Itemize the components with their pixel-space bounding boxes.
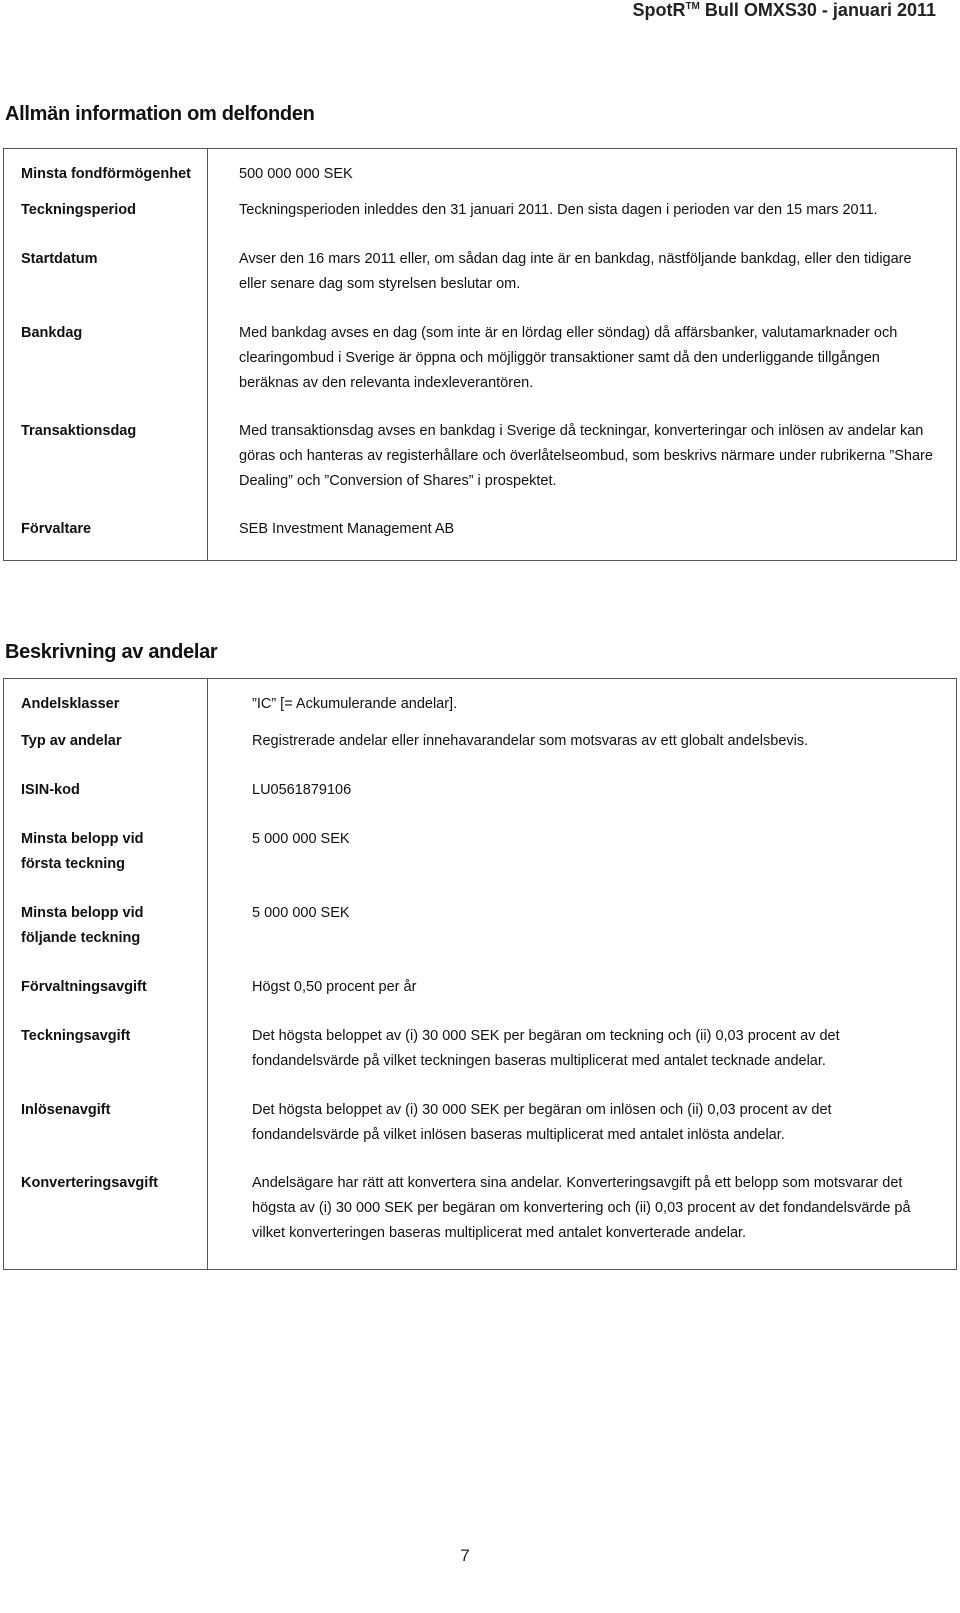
row-value: Andelsägare har rätt att konvertera sina andelar. Konverteringsavgift på ett belopp som motsvarar det högsta av (i) 30 000 SEK per begäran om konvertering och (ii) 0,03 procent av det fondandelsvärde på vilket konverteringen baseras multiplicerat med antalet konverterade andelar. bbox=[208, 1171, 957, 1270]
row-label: ISIN-kod bbox=[4, 778, 208, 827]
header-title-prefix: SpotR bbox=[632, 0, 686, 20]
row-value: Med bankdag avses en dag (som inte är en lördag eller söndag) då affärsbanker, valutamarknader och clearingombud i Sverige är öppna och möjliggör transaktioner samt då den underliggande tillgången beräknas av den relevanta indexleverantören. bbox=[208, 321, 957, 419]
row-value: Högst 0,50 procent per år bbox=[208, 975, 957, 1024]
table-row bbox=[4, 827, 957, 901]
row-label: Förvaltare bbox=[4, 517, 208, 561]
row-label: Teckningsperiod bbox=[4, 198, 208, 247]
row-label: Typ av andelar bbox=[4, 729, 208, 778]
row-value: 5 000 000 SEK bbox=[208, 827, 957, 901]
row-label: Minsta fondförmögenhet bbox=[4, 149, 208, 199]
row-label: Andelsklasser bbox=[4, 679, 208, 730]
row-label: Teckningsavgift bbox=[4, 1024, 208, 1098]
table-row bbox=[4, 778, 957, 827]
row-label: Minsta belopp vid följande teckning bbox=[4, 901, 208, 975]
table-row bbox=[4, 321, 957, 419]
table-row bbox=[4, 901, 957, 975]
row-label: Inlösenavgift bbox=[4, 1098, 208, 1171]
table-row bbox=[4, 517, 957, 561]
table-row bbox=[4, 1098, 957, 1171]
row-value: Teckningsperioden inleddes den 31 januari 2011. Den sista dagen i perioden var den 15 mars 2011. bbox=[208, 198, 957, 247]
row-value: ”IC” [= Ackumulerande andelar]. bbox=[208, 679, 957, 730]
table-row bbox=[4, 729, 957, 778]
row-value: 5 000 000 SEK bbox=[208, 901, 957, 975]
row-value: LU0561879106 bbox=[208, 778, 957, 827]
row-value: Det högsta beloppet av (i) 30 000 SEK per begäran om inlösen och (ii) 0,03 procent av det fondandelsvärde på vilket inlösen baseras multiplicerat med antalet inlösta andelar. bbox=[208, 1098, 957, 1171]
document-header bbox=[632, 0, 936, 21]
table-row bbox=[4, 149, 957, 199]
table-row bbox=[4, 975, 957, 1024]
row-value: 500 000 000 SEK bbox=[208, 149, 957, 199]
share-description-heading: Beskrivning av andelar bbox=[5, 641, 218, 663]
table-row bbox=[4, 419, 957, 517]
row-value: Avser den 16 mars 2011 eller, om sådan dag inte är en bankdag, nästföljande bankdag, eller den tidigare eller senare dag som styrelsen beslutar om. bbox=[208, 247, 957, 321]
table-row bbox=[4, 1171, 957, 1270]
page-number: 7 bbox=[460, 1546, 470, 1565]
row-label: Startdatum bbox=[4, 247, 208, 321]
general-info-table bbox=[3, 148, 957, 561]
table-row bbox=[4, 198, 957, 247]
trademark-sup: TM bbox=[685, 1, 700, 12]
header-title-suffix: Bull OMXS30 - januari 2011 bbox=[699, 0, 936, 20]
table-row bbox=[4, 247, 957, 321]
row-value: Registrerade andelar eller innehavarandelar som motsvaras av ett globalt andelsbevis. bbox=[208, 729, 957, 778]
share-description-table bbox=[3, 678, 957, 1270]
row-label: Transaktionsdag bbox=[4, 419, 208, 517]
row-label: Konverteringsavgift bbox=[4, 1171, 208, 1270]
table-row bbox=[4, 1024, 957, 1098]
row-label: Bankdag bbox=[4, 321, 208, 419]
row-value: Det högsta beloppet av (i) 30 000 SEK per begäran om teckning och (ii) 0,03 procent av det fondandelsvärde på vilket teckningen baseras multiplicerat med antalet tecknade andelar. bbox=[208, 1024, 957, 1098]
general-info-heading: Allmän information om delfonden bbox=[5, 103, 315, 125]
table-row bbox=[4, 679, 957, 730]
row-label: Förvaltningsavgift bbox=[4, 975, 208, 1024]
row-value: Med transaktionsdag avses en bankdag i Sverige då teckningar, konverteringar och inlösen av andelar kan göras och hanteras av registerhållare och överlåtelseombud, som beskrivs närmare under rubrikerna ”Share Dealing” och ”Conversion of Shares” i prospektet. bbox=[208, 419, 957, 517]
row-label: Minsta belopp vid första teckning bbox=[4, 827, 208, 901]
row-value: SEB Investment Management AB bbox=[208, 517, 957, 561]
